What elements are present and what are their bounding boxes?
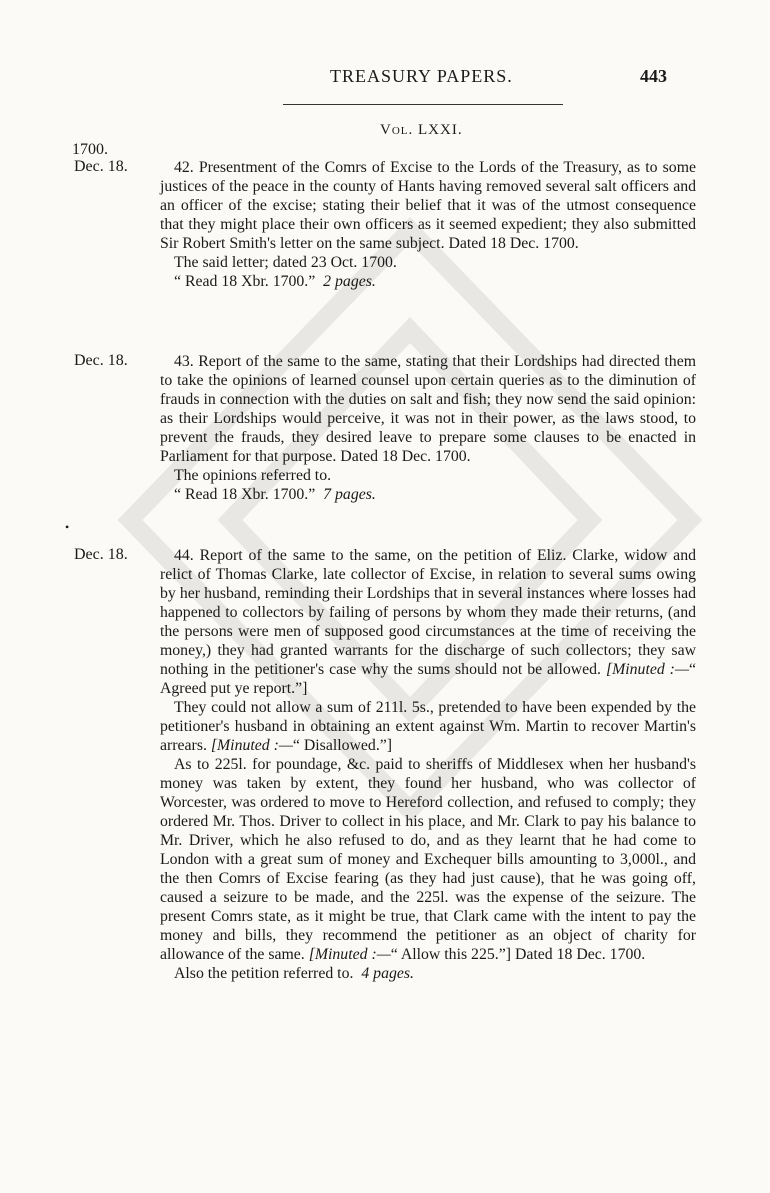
minute-text: “ Disallowed.”] xyxy=(292,737,393,754)
entry-paragraph: They could not allow a sum of 211l. 5s., pretended to have been expended by the petitioner's husband in obtaining an extent against Wm. Martin to recover Martin's arrears. [Minuted :—“ Disallowed.”] xyxy=(160,699,696,754)
entry-read-line xyxy=(160,272,696,291)
entry-read-line xyxy=(160,485,696,504)
entry-enclosure: The opinions referred to. xyxy=(174,467,332,484)
minute-label: [Minuted :— xyxy=(605,661,689,678)
page-count: 4 pages. xyxy=(361,965,414,982)
entry-paragraph: 44. Report of the same to the same, on the petition of Eliz. Clarke, widow and relict of Thomas Clarke, late collector of Excise, in relation to several sums owing by her husband, reminding their Lordships that in several instances where losses had happened to collectors by failing of persons by whom they made their returns, (and the persons were men of supposed good circumstances at the time of receiving the money,) they had granted warrants for the discharge of such collectors; they saw nothing in the petitioner's case why the sums should not be allowed. [Minuted :—“ Agreed put ye report.”] xyxy=(160,547,696,697)
entry-date: Dec. 18. xyxy=(74,352,128,369)
page-count: 2 pages. xyxy=(323,273,376,290)
entry-body xyxy=(160,546,696,983)
read-note: “ Read 18 Xbr. 1700.” xyxy=(174,486,316,503)
header-rule xyxy=(283,104,563,105)
entry-paragraph: 43. Report of the same to the same, stating that their Lordships had directed them to take the opinions of learned counsel upon certain queries as to the diminution of frauds in connection with the duties on salt and fish; they now send the said opinion: as their Lordships would perceive, it was not in their power, as the laws stood, to prevent the frauds, they desired leave to prepare some clauses to be enacted in Parliament for that purpose. Dated 18 Dec. 1700. xyxy=(160,353,696,465)
entry-date: Dec. 18. xyxy=(74,158,128,175)
entry-paragraph: As to 225l. for poundage, &c. paid to sheriffs of Middlesex when her husband's money was taken by extent, they found her husband, who was collector of Worcester, was ordered to move to Hereford collection, and refused to comply; they ordered Mr. Thos. Driver to collect in his place, and Mr. Clark to pay his balance to Mr. Driver, which he also refused to do, and as they learnt that he had come to London with a great sum of money and Exchequer bills amounting to 3,000l., and the then Comrs of Excise fearing (as they had just cause), that he was going off, caused a seizure to be made, and the 225l. was the expense of the seizure. The present Comrs state, as it might be true, that Clark came with the intent to pay the money and bills, they recommend the petitioner as an object of charity for allowance of the same. [Minuted :—“ Allow this 225.”] Dated 18 Dec. 1700. xyxy=(160,756,696,963)
running-title: TREASURY PAPERS. xyxy=(330,66,513,86)
minute-label: [Minuted :— xyxy=(210,737,293,754)
entry-body xyxy=(160,158,696,291)
entry-enclosure-line xyxy=(160,964,696,983)
entry-paragraph: 42. Presentment of the Comrs of Excise to the Lords of the Treasury, as to some justices of the peace in the county of Hants having removed several salt officers and an officer of the excise; stating their belief that it was of the utmost consequence that they might place their own officers as it seemed expedient; they also submitted Sir Robert Smith's letter on the same subject. Dated 18 Dec. 1700. xyxy=(160,159,696,252)
volume-heading: Vol. LXXI. xyxy=(380,122,463,138)
entry-body xyxy=(160,352,696,504)
entry-enclosure: Also the petition referred to. xyxy=(174,965,354,982)
minute-text: “ Allow this 225.”] xyxy=(390,946,511,963)
stray-mark: • xyxy=(65,520,70,534)
year-marker: 1700. xyxy=(72,141,108,158)
page-header xyxy=(0,66,770,96)
entry-enclosure: The said letter; dated 23 Oct. 1700. xyxy=(174,254,397,271)
page-number: 443 xyxy=(640,66,667,86)
minute-text: “ Agreed put ye report.”] xyxy=(160,661,696,697)
minute-label: [Minuted :— xyxy=(308,946,391,963)
read-note: “ Read 18 Xbr. 1700.” xyxy=(174,273,316,290)
entry-date: Dec. 18. xyxy=(74,546,128,563)
page-count: 7 pages. xyxy=(323,486,376,503)
dated-line: Dated 18 Dec. 1700. xyxy=(514,946,646,963)
